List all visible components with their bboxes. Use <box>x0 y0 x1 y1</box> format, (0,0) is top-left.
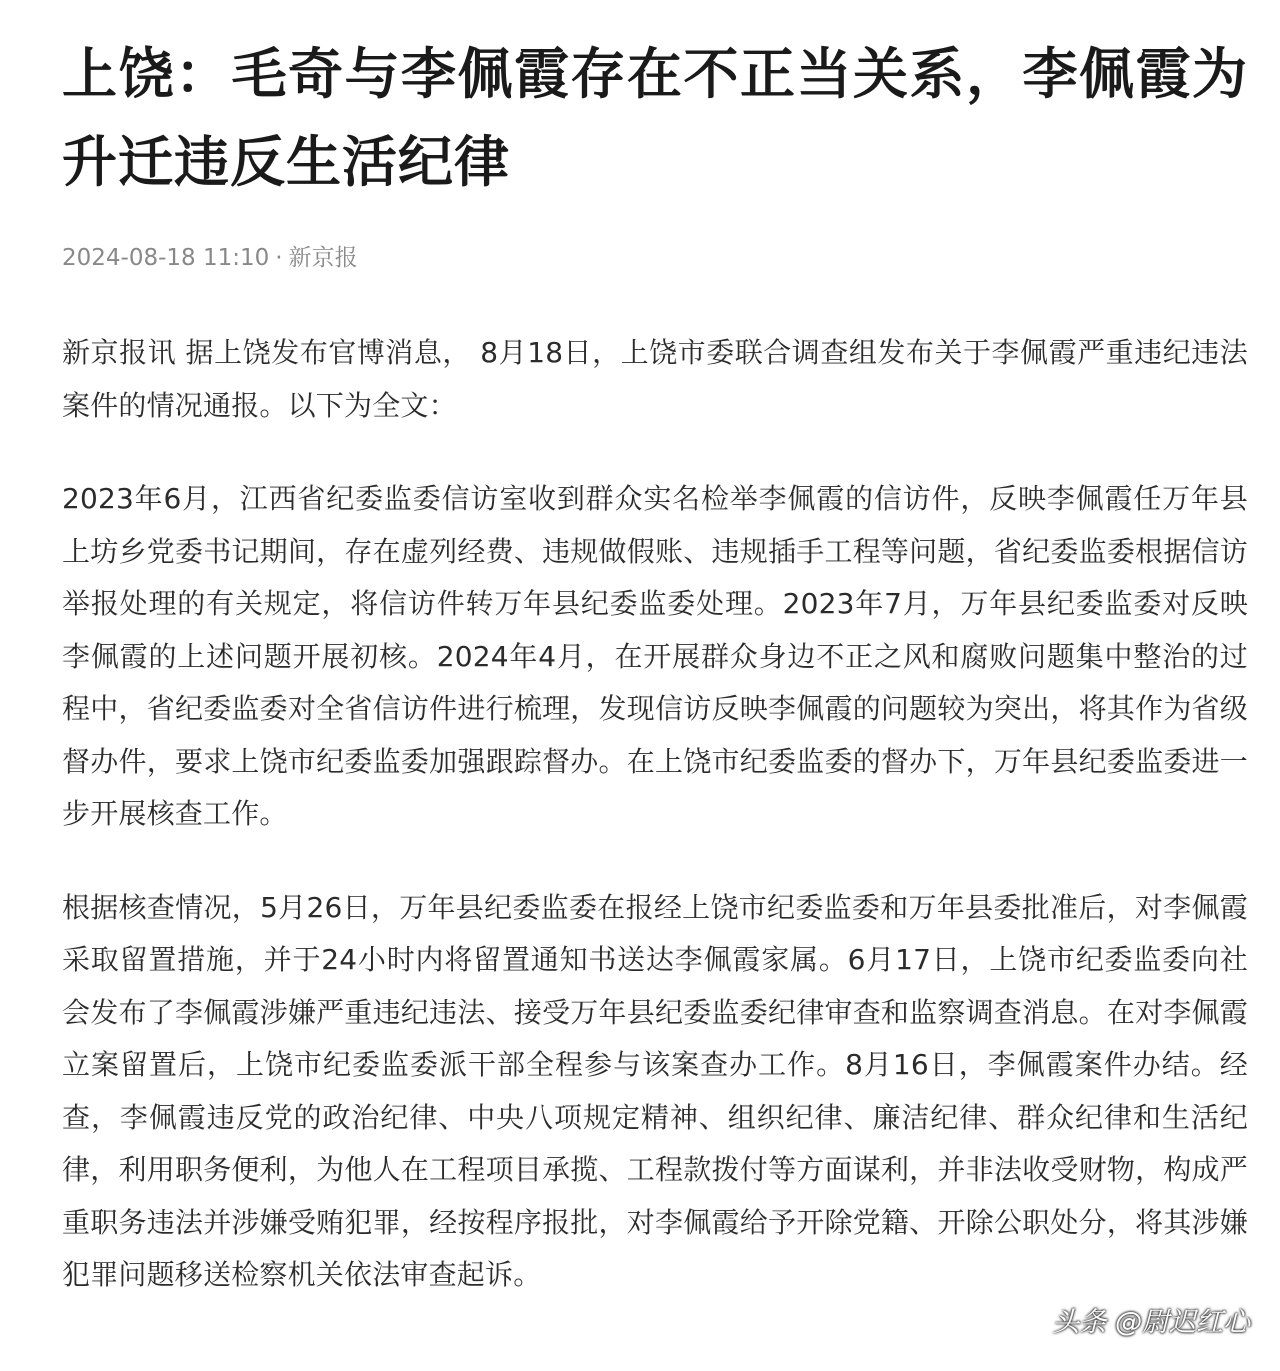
paragraph-background: 2023年6月，江西省纪委监委信访室收到群众实名检举李佩霞的信访件，反映李佩霞任万年县上坊乡党委书记期间，存在虚列经费、违规做假账、违规插手工程等问题，省纪委监委根据信访举报处理的有关规定，将信访件转万年县纪委监委处理。2023年7月，万年县纪委监委对反映李佩霞的上述问题开展初核。2024年4月，在开展群众身边不正之风和腐败问题集中整治的过程中，省纪委监委对全省信访件进行梳理，发现信访反映李佩霞的问题较为突出，将其作为省级督办件，要求上饶市纪委监委加强跟踪督办。在上饶市纪委监委的督办下，万年县纪委监委进一步开展核查工作。 <box>62 482 1248 830</box>
paragraph-intro: 新京报讯 据上饶发布官博消息， 8月18日，上饶市委联合调查组发布关于李佩霞严重违纪违法案件的情况通报。以下为全文： <box>62 336 1248 422</box>
article-body <box>62 327 1248 1302</box>
publish-date: 2024-08-18 11:10 <box>62 245 270 271</box>
article-title: 上饶：毛奇与李佩霞存在不正当关系，李佩霞为升迁违反生活纪律 <box>62 42 1248 194</box>
article-meta <box>62 242 1248 274</box>
article <box>62 30 1248 1343</box>
paragraph-findings: 根据核查情况，5月26日，万年县纪委监委在报经上饶市纪委监委和万年县委批准后，对李佩霞采取留置措施，并于24小时内将留置通知书送达李佩霞家属。6月17日，上饶市纪委监委向社会发布了李佩霞涉嫌严重违纪违法、接受万年县纪委监委纪律审查和监察调查消息。在对李佩霞立案留置后，上饶市纪委监委派干部全程参与该案查办工作。8月16日，李佩霞案件办结。经查，李佩霞违反党的政治纪律、中央八项规定精神、组织纪律、廉洁纪律、群众纪律和生活纪律，利用职务便利，为他人在工程项目承揽、工程款拨付等方面谋利，并非法收受财物，构成严重职务违法并涉嫌受贿犯罪，经按程序报批，对李佩霞给予开除党籍、开除公职处分，将其涉嫌犯罪问题移送检察机关依法审查起诉。 <box>62 890 1248 1291</box>
article-source: 新京报 <box>288 245 358 271</box>
watermark: 头条 @尉迟红心 <box>1052 1307 1250 1338</box>
meta-separator: · <box>275 245 283 271</box>
